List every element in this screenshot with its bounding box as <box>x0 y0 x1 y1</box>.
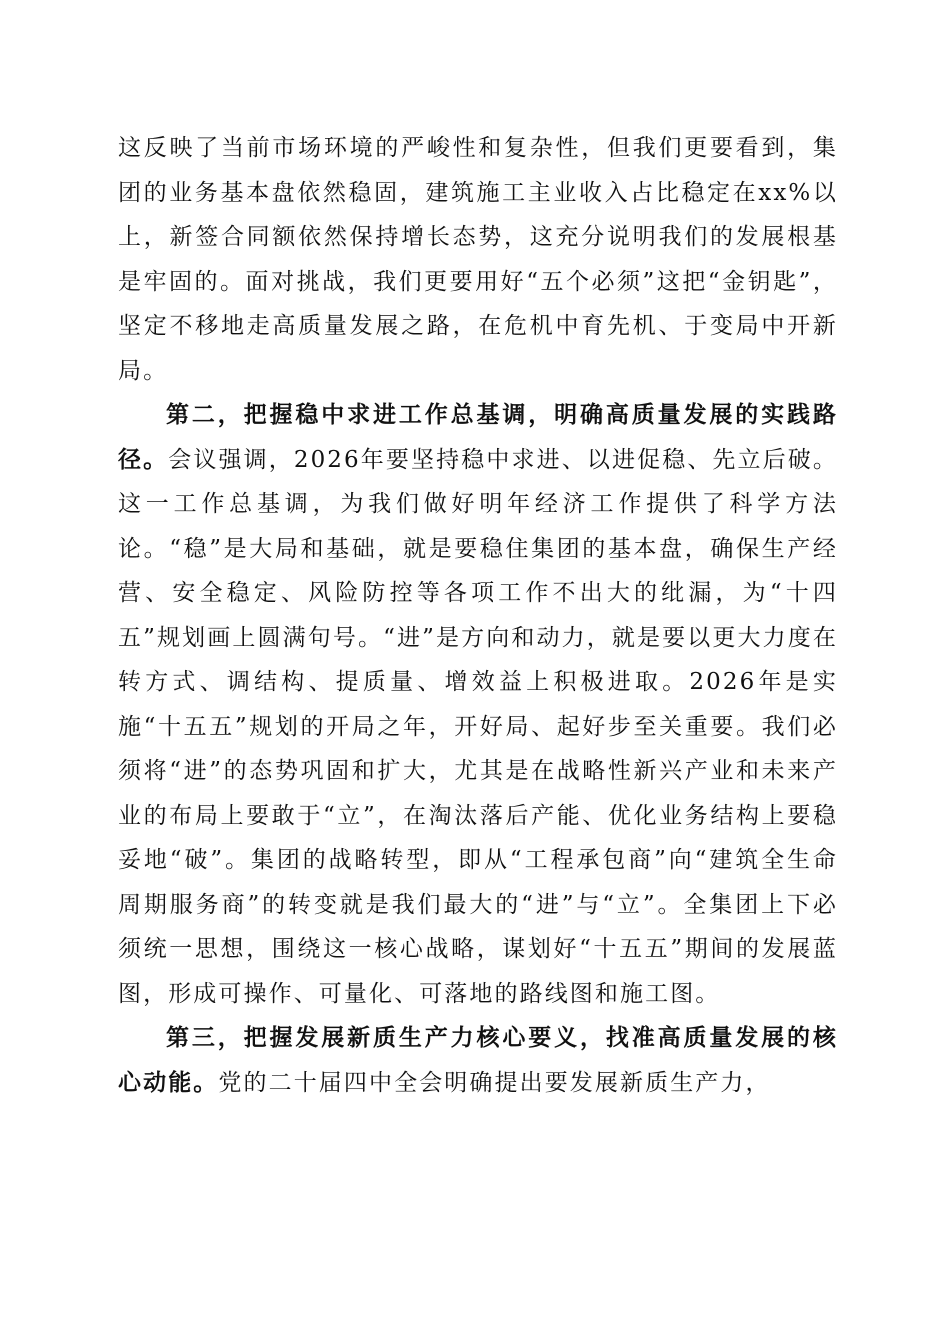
paragraph-3-text: 党的二十届四中全会明确提出要发展新质生产力， <box>218 1069 771 1096</box>
paragraph-3 <box>118 1016 838 1105</box>
paragraph-2-text: 会议强调，2026年要坚持稳中求进、以进促稳、先立后破。这一工作总基调，为我们做好明年经济工作提供了科学方法论。“稳”是大局和基础，就是要稳住集团的基本盘，确保生产经营、安全稳定、风险防控等各项工作不出大的纰漏，为“十四五”规划画上圆满句号。“进”是方向和动力，就是要以更大力度在转方式、调结构、提质量、增效益上积极进取。2026年是实施“十五五”规划的开局之年，开好局、起好步至关重要。我们必须将“进”的态势巩固和扩大，尤其是在战略性新兴产业和未来产业的布局上要敢于“立”，在淘汰落后产能、优化业务结构上要稳妥地“破”。集团的战略转型，即从“工程承包商”向“建筑全生命周期服务商”的转变就是我们最大的“进”与“立”。全集团上下必须统一思想，围绕这一核心战略，谋划好“十五五”期间的发展蓝图，形成可操作、可量化、可落地的路线图和施工图。 <box>118 446 839 1007</box>
document-body <box>118 126 838 1105</box>
paragraph-3-heading: 第三，把握发展新质生产力核心要义，找准高质量发展的核心动能。 <box>118 1024 838 1096</box>
paragraph-2 <box>118 393 838 1016</box>
paragraph-1-text: 这反映了当前市场环境的严峻性和复杂性，但我们更要看到，集团的业务基本盘依然稳固，建筑施工主业收入占比稳定在xx%以上，新签合同额依然保持增长态势，这充分说明我们的发展根基是牢固的。面对挑战，我们更要用好“五个必须”这把“金钥匙”，坚定不移地走高质量发展之路，在危机中育先机、于变局中开新局。 <box>118 135 838 384</box>
paragraph-2-heading: 第二，把握稳中求进工作总基调，明确高质量发展的实践路径。 <box>118 401 838 473</box>
paragraph-1 <box>118 126 838 393</box>
